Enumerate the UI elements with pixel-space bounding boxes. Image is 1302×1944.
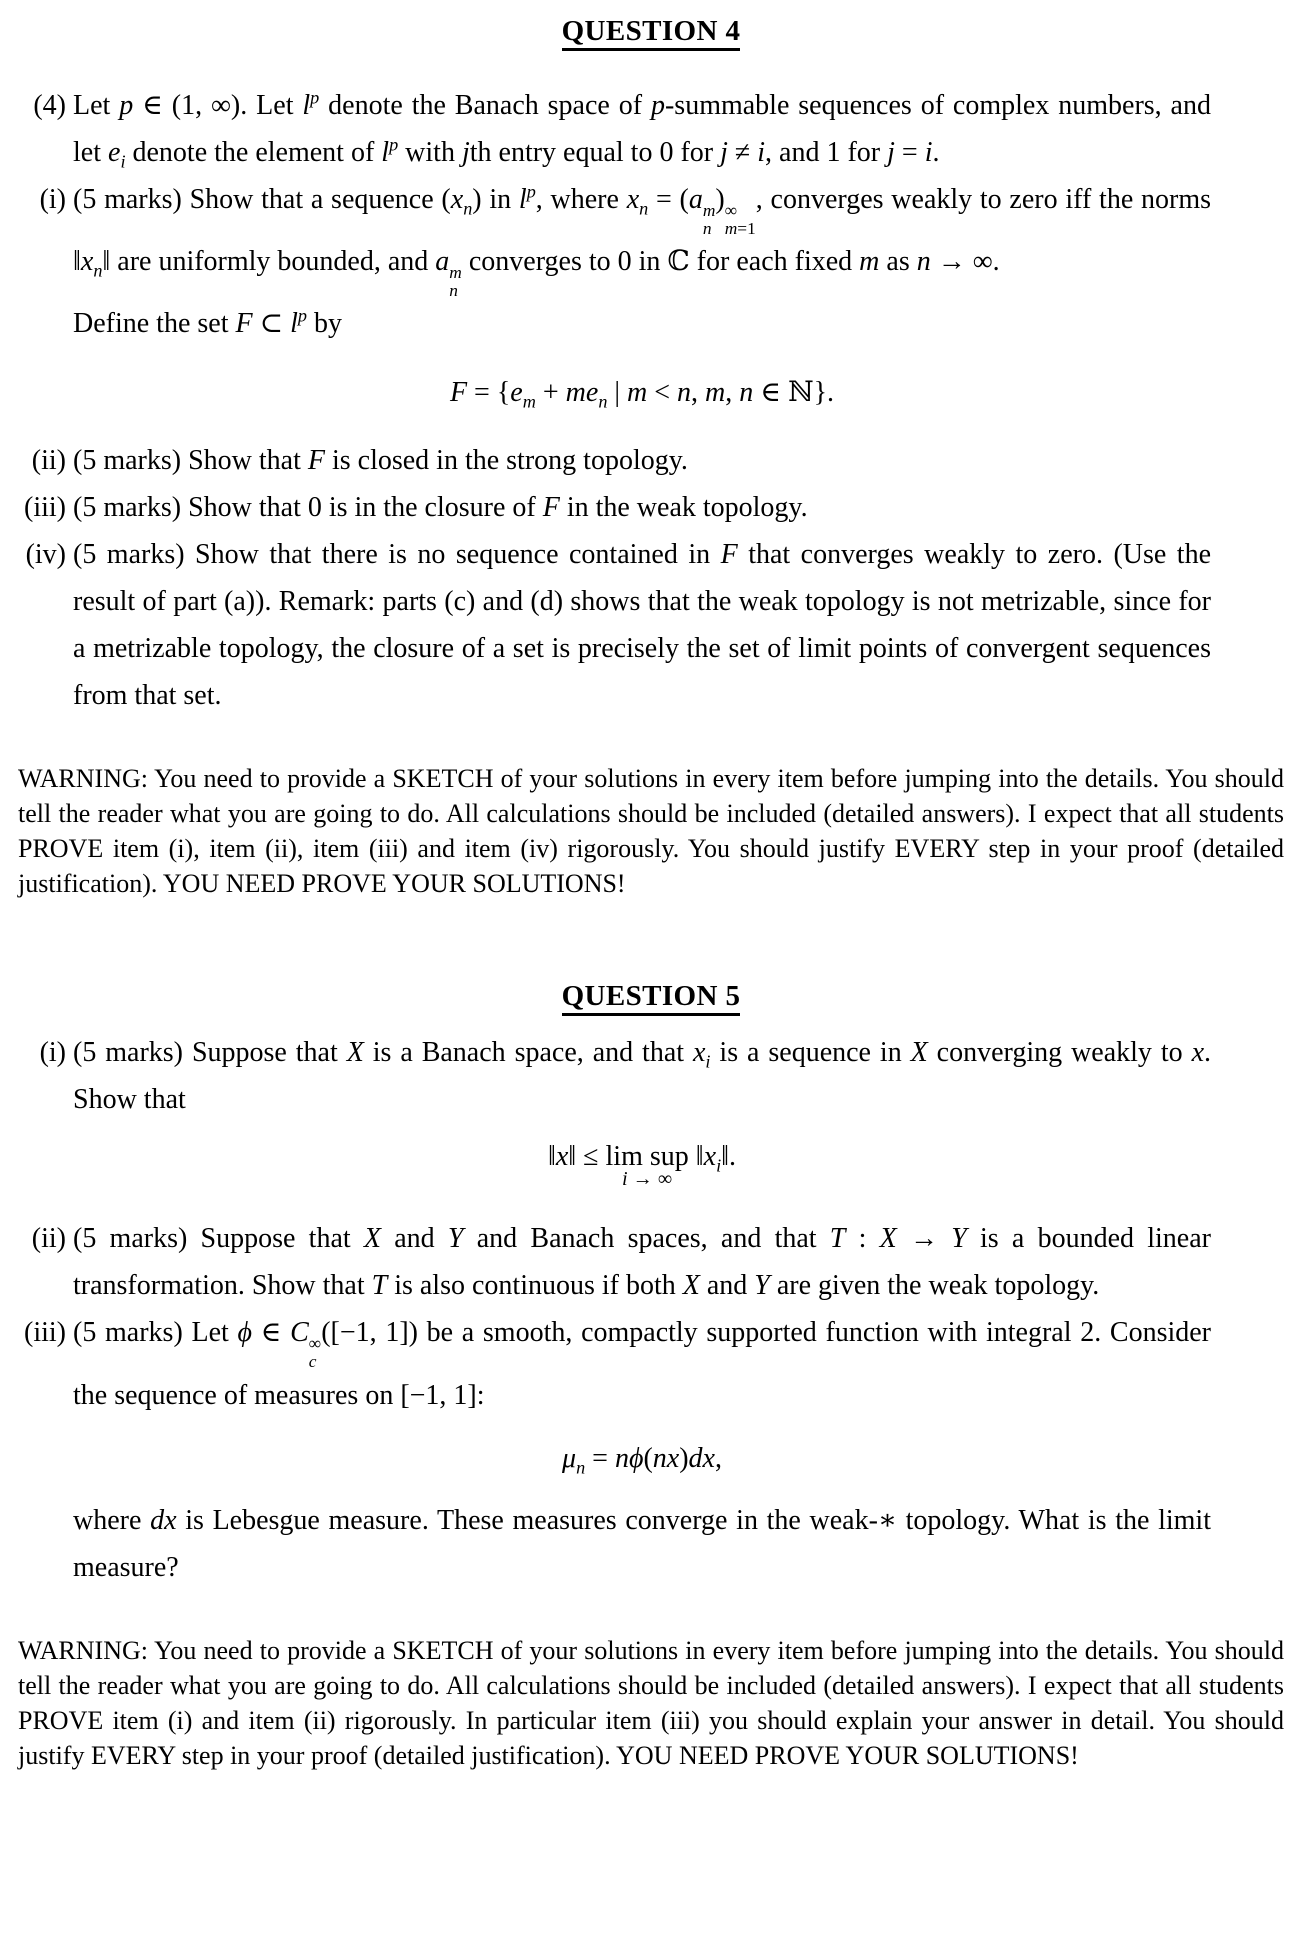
paragraph: (5 marks) Show that 0 is in the closure of F in the weak topology.	[73, 492, 808, 524]
question4-item-i	[0, 176, 1302, 437]
item-label: (iii)	[24, 1317, 66, 1349]
question5-items	[0, 1029, 1302, 1590]
question4-item-iii	[0, 484, 1302, 531]
item-body	[73, 531, 1211, 719]
question4-intro-item	[0, 82, 1302, 176]
paragraph: Define the set F ⊂ $l^p$ by	[73, 306, 342, 340]
question4-item-ii	[0, 437, 1302, 484]
paragraph: (5 marks) Show that F is closed in the strong topology.	[73, 445, 688, 477]
item-label: (4)	[33, 90, 66, 121]
question5-warning: WARNING: You need to provide a SKETCH of your solutions in every item before jumping into the details. You should tell the reader what you are going to do. All calculations should be included (detailed answers). I expect that all students PROVE item (i) and item (ii) rigorously. In particular item (iii) you should explain your answer in detail. You should justify EVERY step in your proof (detailed justification). YOU NEED PROVE YOUR SOLUTIONS!	[18, 1635, 1284, 1770]
item-body	[73, 82, 1211, 176]
item-body	[73, 1215, 1211, 1309]
paragraph: (5 marks) Show that there is no sequence contained in F that converges weakly to zero. (Use the result of part (a)). Remark: parts (c) and (d) shows that the weak topology is not metrizable, since for a metrizable topology, the closure of a set is precisely the set of limit points of convergent sequences from that set.	[73, 539, 1212, 712]
question4-items	[0, 82, 1302, 719]
item-body	[73, 1029, 1211, 1215]
paragraph: (5 marks) Suppose that X and Y and Banach spaces, and that T : X → Y is a bounded linear transformation. Show that T is also continuous if both X and Y are given the weak topology.	[73, 1223, 1211, 1302]
question5-item-i	[0, 1029, 1302, 1215]
question5-title	[0, 979, 1302, 1013]
paragraph: (5 marks) Suppose that X is a Banach space, and that $x_i$ is a sequence in X converging weakly to x. Show that	[73, 1037, 1212, 1116]
paragraph: (5 marks) Show that a sequence $(x_n)$ in $l^p$, where $x_n = (a$ m n ) ∞ m=1 , converges weakly to zero iff the norms $‖x_n‖$ are uniformly bounded, and a m n converges to 0 in ℂ for each fixed m as n → ∞.	[73, 181, 1212, 301]
question4-item-iv	[0, 531, 1302, 719]
item-label: (ii)	[31, 445, 66, 477]
item-body	[73, 437, 1211, 484]
paragraph: Let p ∈ (1, ∞). Let $l^p$ denote the Banach space of p-summable sequences of complex numbers, and let $e_i$ denote the element of $l^p$ with jth entry equal to 0 for j ≠ i, and 1 for j = i.	[73, 87, 1211, 172]
question5-item-ii	[0, 1215, 1302, 1309]
item-body	[73, 176, 1211, 437]
display-formula-F: $F = \{e_m + me_n$ | m < n, m, n ∈ ℕ}.	[449, 377, 835, 413]
question5-title-text: QUESTION 5	[562, 980, 741, 1016]
item-body	[73, 1309, 1211, 1590]
item-label: (iii)	[24, 492, 66, 524]
question4-warning: WARNING: You need to provide a SKETCH of your solutions in every item before jumping into the details. You should tell the reader what you are going to do. All calculations should be included (detailed answers). I expect that all students PROVE item (i), item (ii), item (iii) and item (iv) rigorously. You should justify EVERY step in your proof (detailed justification). YOU NEED PROVE YOUR SOLUTIONS!	[18, 764, 1284, 899]
question4-title-text: QUESTION 4	[562, 15, 741, 51]
display-formula-limsup: ‖x‖ ≤ lim sup i → ∞ $‖x_i‖$.	[547, 1141, 737, 1191]
item-label: (i)	[39, 184, 66, 215]
item-label: (ii)	[31, 1223, 66, 1255]
question4-title	[0, 14, 1302, 48]
question5-item-iii	[0, 1309, 1302, 1590]
item-label: (iv)	[25, 539, 66, 571]
item-body	[73, 484, 1211, 531]
paragraph: where dx is Lebesgue measure. These measures converge in the weak-∗ topology. What is the limit measure?	[73, 1504, 1211, 1583]
display-formula-mu: $\mu_n = n\phi(nx)dx$,	[562, 1442, 722, 1478]
item-label: (i)	[39, 1037, 66, 1069]
paragraph: (5 marks) Let ϕ ∈ C ∞ c ([−1, 1]) be a smooth, compactly supported function with integral 2. Consider the sequence of measures on [−1, 1]:	[73, 1317, 1211, 1411]
